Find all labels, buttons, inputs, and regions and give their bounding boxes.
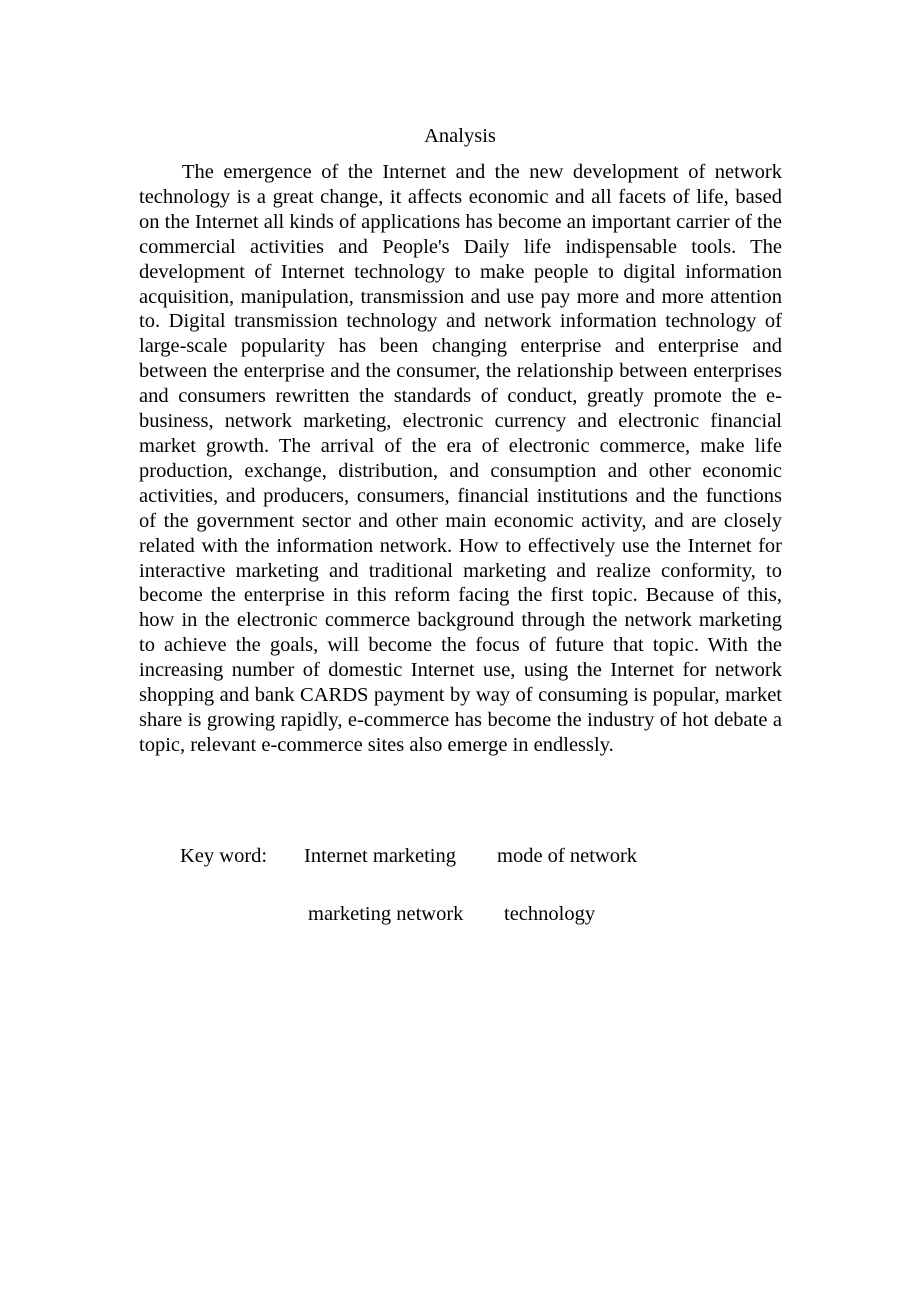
abstract-paragraph: The emergence of the Internet and the new development of network technology is a great change, it affects economic and all facets of life, based on the Internet all kinds of applications has become an important carrier of the commercial activities and People's Daily life indispensable tools. The development of Internet technology to make people to digital information acquisition, manipulation, transmission and use pay more and more attention to. Digital transmission technology and network information technology of large-scale popularity has been changing enterprise and enterprise and between the enterprise and the consumer, the relationship between enterprises and consumers rewritten the standards of conduct, greatly promote the e-business, network marketing, electronic currency and electronic financial market growth. The arrival of the era of electronic commerce, make life production, exchange, distribution, and consumption and other economic activities, and producers, consumers, financial institutions and the functions of the government sector and other main economic activity, and are closely related with the information network. How to effectively use the Internet for interactive marketing and traditional marketing and realize conformity, to become the enterprise in this reform facing the first topic. Because of this, how in the electronic commerce background through the network marketing to achieve the goals, will become the focus of future that topic. With the increasing number of domestic Internet use, using the Internet for network shopping and bank CARDS payment by way of consuming is popular, market share is growing rapidly, e-commerce has become the industry of hot debate a topic, relevant e-commerce sites also emerge in endlessly. (139, 161, 782, 756)
keyword-item: mode of network (497, 845, 638, 867)
page-title: Analysis (424, 125, 496, 147)
keyword-item: technology (504, 903, 596, 925)
keyword-item: marketing network (308, 903, 464, 925)
keywords-label: Key word: (180, 845, 268, 867)
keyword-item: Internet marketing (304, 845, 456, 867)
